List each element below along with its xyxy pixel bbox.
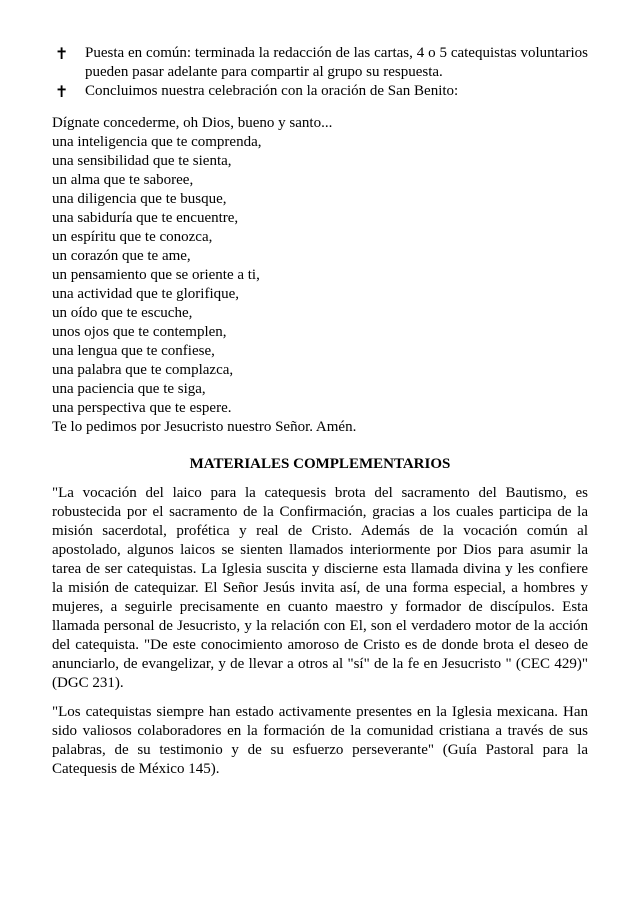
prayer-line: Te lo pedimos por Jesucristo nuestro Señor. Amén.: [52, 419, 357, 435]
prayer-line: una actividad que te glorifique,: [52, 286, 240, 302]
bullet-text: [85, 44, 588, 82]
prayer-line: una paciencia que te siga,: [52, 381, 206, 397]
prayer-line: un pensamiento que se oriente a ti,: [52, 267, 260, 283]
section-heading: MATERIALES COMPLEMENTARIOS: [189, 456, 451, 472]
prayer-line: una diligencia que te busque,: [52, 191, 227, 207]
prayer-line: Dígnate concederme, oh Dios, bueno y santo...: [52, 115, 333, 131]
prayer-line: un oído que te escuche,: [52, 305, 193, 321]
latin-cross-icon: ✝: [55, 82, 69, 101]
prayer-line: un alma que te saboree,: [52, 172, 194, 188]
prayer-line: una sensibilidad que te sienta,: [52, 153, 232, 169]
paragraph-vocacion-laico: "La vocación del laico para la catequesis brota del sacramento del Bautismo, es robustecida por el sacramento de la Confirmación, gracias a los cuales participa de la misión sacerdotal, profética y real de Cristo. Además de la vocación común al apostolado, algunos laicos se sienten llamados interiormente por Dios para asumir la tarea de ser catequistas. La Iglesia suscita y discierne esta llamada divina y les confiere la misión de catequizar. El Señor Jesús invita así, de una forma especial, a hombres y mujeres, a seguirle precisamente en cuanto maestro y formador de discípulos. Esta llamada personal de Jesucristo, y la relación con El, son el verdadero motor de la acción del catequista. "De este conocimiento amoroso de Cristo es de donde brota el deseo de anunciarlo, de evangelizar, y de llevar a otros al "sí" de la fe en Jesucristo " (CEC 429)" (DGC 231).: [52, 485, 588, 691]
prayer-line: una sabiduría que te encuentre,: [52, 210, 239, 226]
latin-cross-icon: ✝: [55, 44, 69, 63]
prayer-line: unos ojos que te contemplen,: [52, 324, 227, 340]
document-page: [52, 44, 588, 789]
prayer-line: una inteligencia que te comprenda,: [52, 134, 262, 150]
prayer-line: una palabra que te complazca,: [52, 362, 234, 378]
bullet-item-conclusion: [52, 82, 588, 101]
prayer-line: una perspectiva que te espere.: [52, 400, 232, 416]
bullet-line: Puesta en común: terminada la redacción de las cartas, 4 o 5 catequistas: [85, 45, 517, 61]
bullet-item-puesta-en-comun: [52, 44, 588, 82]
prayer-line: un corazón que te ame,: [52, 248, 191, 264]
bullet-text: Concluimos nuestra celebración con la oración de San Benito:: [85, 83, 459, 99]
bullet-line: voluntarios pueden pasar adelante para compartir al grupo su respuesta.: [85, 45, 588, 80]
paragraph-catequistas-mexico: "Los catequistas siempre han estado activamente presentes en la Iglesia mexicana. Han sido valiosos colaboradores en la formación de la comunidad cristiana a través de sus palabras, de su testimonio y de su esfuerzo perseverante" (Guía Pastoral para la Catequesis de México 145).: [52, 704, 588, 777]
prayer-san-benito: [52, 114, 588, 437]
prayer-line: un espíritu que te conozca,: [52, 229, 213, 245]
bullet-list: [52, 44, 588, 101]
prayer-line: una lengua que te confiese,: [52, 343, 215, 359]
